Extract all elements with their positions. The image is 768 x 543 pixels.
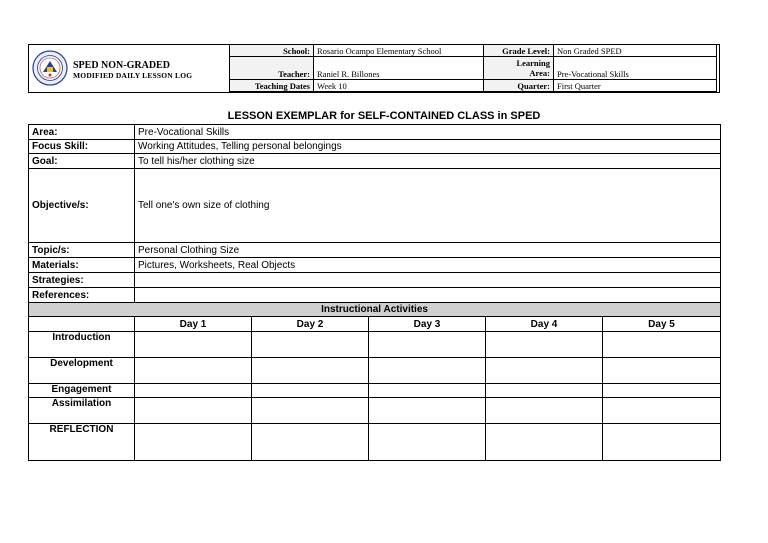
teacher-label: Teacher: <box>230 57 314 80</box>
area-label: Area: <box>29 125 135 140</box>
learning-area-label-line1: Learning <box>516 58 550 68</box>
grade-level-value: Non Graded SPED <box>554 45 717 57</box>
activity-cell <box>486 384 603 398</box>
day-4-header: Day 4 <box>486 317 603 332</box>
day-header-blank <box>29 317 135 332</box>
focus-skill-label: Focus Skill: <box>29 140 135 154</box>
activity-cell <box>603 424 721 461</box>
goal-label: Goal: <box>29 154 135 169</box>
learning-area-value: Pre-Vocational Skills <box>554 57 717 80</box>
activity-cell <box>252 398 369 424</box>
teaching-dates-value: Week 10 <box>314 80 484 92</box>
activity-cell <box>603 398 721 424</box>
activity-cell <box>252 332 369 358</box>
introduction-label: Introduction <box>29 332 135 358</box>
teaching-dates-label: Teaching Dates <box>230 80 314 92</box>
activity-cell <box>486 424 603 461</box>
references-value <box>135 288 721 303</box>
topic-value: Personal Clothing Size <box>135 243 721 258</box>
day-3-header: Day 3 <box>369 317 486 332</box>
activity-cell <box>252 384 369 398</box>
instructional-activities-heading: Instructional Activities <box>29 303 721 317</box>
strategies-value <box>135 273 721 288</box>
lesson-title: LESSON EXEMPLAR for SELF-CONTAINED CLASS in SPED <box>227 110 541 122</box>
activity-cell <box>603 384 721 398</box>
materials-label: Materials: <box>29 258 135 273</box>
activity-cell <box>603 358 721 384</box>
references-label: References: <box>29 288 135 303</box>
activity-cell <box>135 398 252 424</box>
learning-area-label-line2: Area: <box>529 68 550 78</box>
school-label: School: <box>230 45 314 57</box>
activity-cell <box>486 358 603 384</box>
activity-cell <box>369 424 486 461</box>
goal-value: To tell his/her clothing size <box>135 154 721 169</box>
brand-subtitle: MODIFIED DAILY LESSON LOG <box>73 71 193 80</box>
brand-title: SPED NON-GRADED <box>73 60 170 71</box>
form-brand <box>73 60 192 81</box>
lesson-exemplar-table <box>28 124 721 461</box>
area-value: Pre-Vocational Skills <box>135 125 721 140</box>
activity-cell <box>486 332 603 358</box>
engagement-label: Engagement <box>29 384 135 398</box>
school-value: Rosario Ocampo Elementary School <box>314 45 484 57</box>
development-label: Development <box>29 358 135 384</box>
deped-seal-icon <box>32 50 68 86</box>
learning-area-label <box>484 57 554 80</box>
activity-cell <box>369 384 486 398</box>
objective-value: Tell one's own size of clothing <box>135 169 721 243</box>
header-info-table <box>229 44 717 92</box>
activity-cell <box>135 332 252 358</box>
topic-label: Topic/s: <box>29 243 135 258</box>
activity-cell <box>603 332 721 358</box>
activity-cell <box>135 424 252 461</box>
grade-level-label: Grade Level: <box>484 45 554 57</box>
day-1-header: Day 1 <box>135 317 252 332</box>
day-5-header: Day 5 <box>603 317 721 332</box>
activity-cell <box>369 332 486 358</box>
reflection-label: REFLECTION <box>29 424 135 461</box>
day-2-header: Day 2 <box>252 317 369 332</box>
activity-cell <box>252 424 369 461</box>
lesson-log-header <box>28 44 720 93</box>
objective-label: Objective/s: <box>29 169 135 243</box>
quarter-label: Quarter: <box>484 80 554 92</box>
focus-skill-value: Working Attitudes, Telling personal belongings <box>135 140 721 154</box>
activity-cell <box>135 358 252 384</box>
activity-cell <box>486 398 603 424</box>
activity-cell <box>369 358 486 384</box>
strategies-label: Strategies: <box>29 273 135 288</box>
quarter-value: First Quarter <box>554 80 717 92</box>
activity-cell <box>252 358 369 384</box>
assimilation-label: Assimilation <box>29 398 135 424</box>
activity-cell <box>369 398 486 424</box>
teacher-value: Raniel R. Billones <box>314 57 484 80</box>
materials-value: Pictures, Worksheets, Real Objects <box>135 258 721 273</box>
activity-cell <box>135 384 252 398</box>
